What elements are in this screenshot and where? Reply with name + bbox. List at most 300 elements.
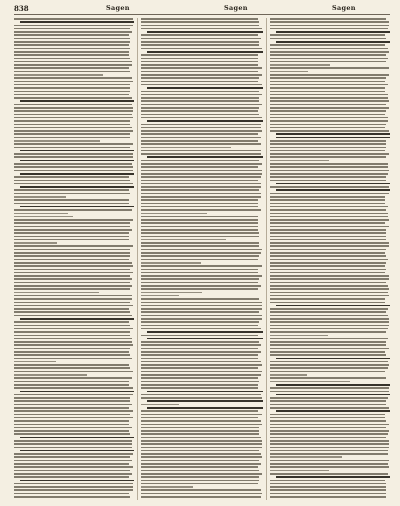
- print-line: [270, 361, 388, 363]
- print-line: [14, 199, 129, 201]
- print-line: [276, 133, 390, 135]
- print-line: [141, 239, 226, 241]
- print-line: [270, 67, 389, 69]
- print-line: [270, 236, 386, 238]
- print-line: [14, 292, 99, 294]
- print-line: [14, 180, 130, 182]
- print-line: [141, 209, 261, 211]
- print-line: [141, 305, 262, 307]
- print-line: [14, 239, 129, 241]
- print-line: [14, 110, 133, 112]
- print-line: [270, 348, 389, 350]
- print-line: [270, 216, 388, 218]
- print-line: [270, 18, 386, 20]
- print-line: [141, 216, 258, 218]
- print-line: [14, 213, 68, 215]
- print-line: [270, 219, 389, 221]
- print-line: [14, 34, 129, 36]
- print-line: [141, 265, 262, 267]
- print-line: [14, 114, 132, 116]
- print-line: [14, 417, 133, 419]
- print-line: [14, 176, 129, 178]
- print-line: [14, 354, 130, 356]
- print-line: [270, 420, 386, 422]
- print-line: [141, 308, 262, 310]
- print-line: [141, 236, 259, 238]
- print-line: [141, 127, 261, 129]
- print-line: [270, 463, 388, 465]
- print-line: [270, 77, 386, 79]
- print-line: [141, 199, 258, 201]
- print-line: [14, 94, 129, 96]
- print-line: [14, 77, 132, 79]
- print-line: [141, 58, 258, 60]
- print-line: [270, 61, 386, 63]
- print-line: [141, 298, 259, 300]
- print-line: [14, 25, 133, 27]
- print-line: [276, 358, 390, 360]
- print-line: [270, 470, 329, 472]
- print-line: [270, 292, 388, 294]
- print-line: [14, 305, 133, 307]
- print-line: [14, 18, 133, 20]
- print-line: [14, 71, 130, 73]
- print-line: [14, 133, 130, 135]
- print-line: [14, 127, 132, 129]
- print-line: [270, 480, 385, 482]
- print-line: [141, 130, 262, 132]
- print-line: [14, 466, 133, 468]
- print-line: [141, 104, 262, 106]
- print-line: [14, 143, 133, 145]
- print-line: [270, 127, 385, 129]
- print-line: [270, 351, 385, 353]
- print-line: [270, 354, 386, 356]
- print-line: [270, 381, 350, 383]
- print-line: [270, 54, 386, 56]
- print-line: [141, 288, 258, 290]
- print-line: [14, 338, 132, 340]
- print-line: [270, 367, 388, 369]
- print-line: [14, 483, 133, 485]
- print-line: [141, 81, 258, 83]
- print-line: [141, 450, 259, 452]
- print-line: [14, 67, 129, 69]
- print-line: [141, 189, 259, 191]
- print-line: [14, 440, 132, 442]
- print-line: [141, 28, 262, 30]
- print-line: [270, 377, 386, 379]
- print-line: [141, 433, 259, 435]
- print-line: [270, 196, 385, 198]
- print-line: [270, 130, 389, 132]
- print-line: [147, 407, 263, 409]
- print-line: [270, 417, 385, 419]
- print-line: [141, 466, 258, 468]
- print-line: [141, 473, 262, 475]
- print-line: [270, 48, 388, 50]
- print-line: [14, 470, 130, 472]
- print-line: [141, 147, 231, 149]
- print-line: [14, 341, 132, 343]
- print-line: [141, 48, 262, 50]
- print-line: [141, 34, 258, 36]
- print-line: [141, 489, 261, 491]
- print-line: [270, 203, 385, 205]
- print-line: [141, 74, 262, 76]
- print-line: [270, 315, 388, 317]
- print-line: [270, 298, 385, 300]
- print-line: [270, 433, 388, 435]
- print-line: [141, 262, 201, 264]
- print-line: [14, 387, 133, 389]
- print-line: [14, 163, 132, 165]
- print-line: [270, 38, 386, 40]
- print-line: [141, 137, 261, 139]
- print-line: [270, 427, 386, 429]
- print-line: [14, 104, 132, 106]
- print-line: [141, 493, 262, 495]
- print-line: [141, 275, 262, 277]
- print-line: [141, 114, 259, 116]
- print-line: [141, 315, 262, 317]
- print-line: [14, 496, 130, 498]
- print-line: [270, 493, 386, 495]
- print-line: [141, 183, 261, 185]
- print-line: [270, 374, 307, 376]
- print-line: [270, 64, 330, 66]
- print-line: [141, 226, 258, 228]
- print-line: [270, 242, 389, 244]
- print-line: [270, 209, 386, 211]
- print-line: [20, 391, 134, 393]
- print-line: [270, 74, 389, 76]
- column-divider: [137, 18, 138, 500]
- print-line: [141, 117, 262, 119]
- print-line: [14, 259, 129, 261]
- print-line: [14, 351, 129, 353]
- print-line: [14, 74, 103, 76]
- print-line: [14, 236, 129, 238]
- print-line: [270, 143, 386, 145]
- print-line: [270, 259, 388, 261]
- print-line: [14, 358, 132, 360]
- page-header: [14, 4, 390, 14]
- print-line: [141, 486, 193, 488]
- print-line: [270, 199, 385, 201]
- print-line: [14, 64, 132, 66]
- print-line: [141, 285, 261, 287]
- print-line: [276, 394, 390, 396]
- print-line: [270, 278, 389, 280]
- print-line: [141, 394, 261, 396]
- print-line: [270, 170, 389, 172]
- print-line: [141, 381, 259, 383]
- print-line: [270, 331, 386, 333]
- print-line: [270, 34, 385, 36]
- print-line: [270, 58, 388, 60]
- print-line: [270, 229, 386, 231]
- print-line: [276, 137, 390, 139]
- print-line: [14, 298, 132, 300]
- print-line: [14, 147, 130, 149]
- print-line: [270, 97, 388, 99]
- print-line: [270, 28, 388, 30]
- print-line: [141, 282, 258, 284]
- print-line: [270, 206, 388, 208]
- print-line: [270, 262, 386, 264]
- print-line: [14, 311, 130, 313]
- print-line: [14, 245, 133, 247]
- print-line: [141, 344, 261, 346]
- print-line: [141, 219, 258, 221]
- print-line: [14, 44, 129, 46]
- print-line: [141, 460, 259, 462]
- print-line: [14, 288, 130, 290]
- print-line: [141, 222, 258, 224]
- print-line: [141, 143, 261, 145]
- print-line: [270, 180, 386, 182]
- print-line: [141, 430, 259, 432]
- print-line: [270, 100, 389, 102]
- print-line: [14, 58, 130, 60]
- page-number: 838: [14, 4, 29, 13]
- print-line: [141, 410, 258, 412]
- print-line: [270, 252, 385, 254]
- print-line: [270, 489, 386, 491]
- print-line: [141, 292, 202, 294]
- print-line: [270, 163, 388, 165]
- print-line: [270, 447, 389, 449]
- print-line: [141, 341, 259, 343]
- print-line: [14, 384, 129, 386]
- print-line: [270, 288, 389, 290]
- print-line: [270, 239, 386, 241]
- print-line: [141, 364, 262, 366]
- print-line: [141, 170, 262, 172]
- print-line: [14, 97, 132, 99]
- print-line: [14, 252, 130, 254]
- print-line: [141, 453, 261, 455]
- print-line: [14, 28, 130, 30]
- print-line: [141, 311, 259, 313]
- print-line: [270, 226, 389, 228]
- print-line: [147, 31, 263, 33]
- print-line: [270, 114, 385, 116]
- print-line: [270, 387, 389, 389]
- print-line: [141, 351, 261, 353]
- print-line: [14, 371, 133, 373]
- print-line: [270, 120, 388, 122]
- print-line: [270, 437, 386, 439]
- print-line: [141, 213, 207, 215]
- print-line: [141, 180, 258, 182]
- print-line: [147, 338, 263, 340]
- print-line: [270, 213, 388, 215]
- print-line: [141, 447, 262, 449]
- print-line: [14, 41, 130, 43]
- print-line: [270, 269, 386, 271]
- print-line: [141, 193, 261, 195]
- print-line: [270, 282, 386, 284]
- print-line: [14, 107, 133, 109]
- print-line: [147, 400, 263, 402]
- print-line: [14, 456, 130, 458]
- print-line: [270, 232, 386, 234]
- print-line: [20, 437, 134, 439]
- print-line: [141, 358, 258, 360]
- print-line: [141, 328, 261, 330]
- print-line: [276, 305, 390, 307]
- print-line: [14, 335, 130, 337]
- print-line: [270, 285, 388, 287]
- print-line: [141, 387, 258, 389]
- print-line: [14, 302, 130, 304]
- print-line: [14, 331, 130, 333]
- print-line: [14, 137, 130, 139]
- print-line: [20, 480, 134, 482]
- print-line: [141, 173, 262, 175]
- print-line: [147, 51, 263, 53]
- print-line: [14, 124, 130, 126]
- print-line: [20, 150, 134, 152]
- print-line: [270, 107, 389, 109]
- print-line: [270, 483, 386, 485]
- print-line: [141, 302, 262, 304]
- print-line: [141, 245, 259, 247]
- print-line: [141, 269, 258, 271]
- print-line: [14, 473, 132, 475]
- print-line: [270, 87, 385, 89]
- print-line: [141, 374, 261, 376]
- print-line: [141, 404, 179, 406]
- print-line: [141, 377, 258, 379]
- print-line: [141, 259, 258, 261]
- print-line: [270, 176, 386, 178]
- print-line: [141, 160, 259, 162]
- print-line: [141, 325, 258, 327]
- print-line: [20, 173, 134, 175]
- text-column-3: [270, 18, 390, 500]
- print-line: [141, 150, 261, 152]
- print-line: [270, 496, 386, 498]
- print-line: [141, 107, 259, 109]
- running-head-right: Sagen: [332, 4, 356, 12]
- print-line: [20, 21, 134, 23]
- print-line: [14, 427, 132, 429]
- print-line: [141, 61, 258, 63]
- print-line: [270, 371, 385, 373]
- print-line: [141, 71, 258, 73]
- print-line: [14, 367, 130, 369]
- print-line: [270, 341, 386, 343]
- text-column-1: [14, 18, 134, 500]
- print-line: [141, 424, 262, 426]
- print-line: [14, 275, 130, 277]
- print-line: [141, 94, 262, 96]
- print-line: [141, 414, 262, 416]
- print-line: [141, 371, 262, 373]
- print-line: [141, 97, 259, 99]
- print-line: [14, 81, 133, 83]
- print-line: [14, 203, 129, 205]
- print-line: [20, 160, 134, 162]
- print-line: [141, 272, 258, 274]
- print-line: [14, 348, 130, 350]
- print-line: [14, 54, 129, 56]
- print-line: [270, 414, 385, 416]
- print-line: [141, 384, 258, 386]
- print-line: [147, 120, 263, 122]
- print-line: [20, 186, 134, 188]
- print-line: [141, 348, 258, 350]
- print-line: [14, 120, 130, 122]
- print-line: [270, 21, 389, 23]
- print-line: [270, 404, 386, 406]
- print-line: [270, 302, 385, 304]
- print-line: [141, 203, 258, 205]
- print-line: [270, 249, 386, 251]
- print-line: [270, 456, 342, 458]
- print-line: [141, 361, 261, 363]
- print-line: [14, 285, 132, 287]
- print-line: [270, 321, 389, 323]
- print-line: [14, 410, 133, 412]
- print-line: [14, 249, 130, 251]
- print-line: [270, 318, 389, 320]
- print-line: [270, 117, 388, 119]
- print-line: [14, 61, 132, 63]
- print-line: [141, 153, 261, 155]
- print-line: [14, 430, 129, 432]
- print-line: [141, 232, 259, 234]
- print-line: [270, 193, 389, 195]
- print-line: [147, 156, 263, 158]
- print-line: [14, 38, 130, 40]
- print-line: [14, 140, 100, 142]
- print-line: [147, 331, 263, 333]
- print-line: [141, 166, 258, 168]
- print-line: [270, 91, 385, 93]
- print-line: [270, 255, 386, 257]
- print-line: [141, 163, 262, 165]
- print-line: [14, 48, 130, 50]
- print-line: [141, 77, 259, 79]
- print-line: [141, 496, 261, 498]
- print-line: [276, 31, 390, 33]
- print-line: [14, 493, 129, 495]
- print-line: [141, 278, 259, 280]
- print-line: [141, 54, 258, 56]
- print-line: [141, 476, 259, 478]
- print-line: [14, 255, 130, 257]
- print-line: [141, 440, 262, 442]
- print-line: [270, 140, 386, 142]
- print-line: [14, 170, 133, 172]
- print-line: [141, 44, 259, 46]
- print-line: [270, 51, 389, 53]
- print-line: [141, 443, 262, 445]
- print-line: [270, 173, 388, 175]
- print-line: [20, 206, 134, 208]
- print-line: [141, 140, 258, 142]
- print-line: [14, 153, 133, 155]
- print-line: [14, 308, 129, 310]
- print-line: [14, 377, 132, 379]
- print-line: [270, 147, 386, 149]
- print-line: [147, 87, 263, 89]
- print-line: [270, 265, 385, 267]
